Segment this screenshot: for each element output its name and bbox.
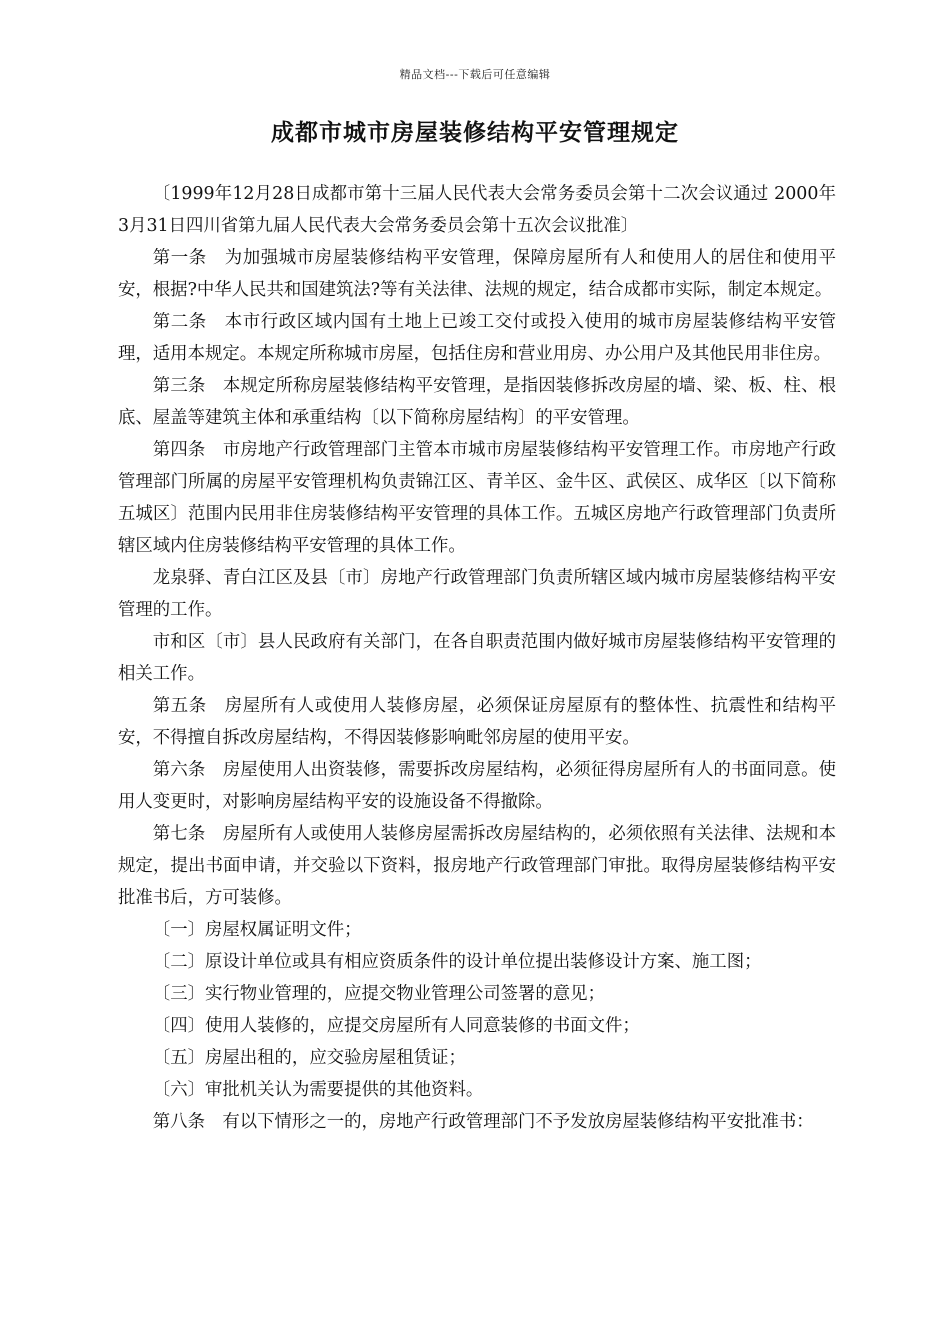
article-4-para-2: 龙泉驿、青白江区及县〔市〕房地产行政管理部门负责所辖区域内城市房屋装修结构平安管理的工作。 — [118, 568, 836, 620]
article-4-para-3: 市和区〔市〕县人民政府有关部门，在各自职责范围内做好城市房屋装修结构平安管理的相关工作。 — [118, 632, 836, 684]
article-3: 第三条 本规定所称房屋装修结构平安管理，是指因装修拆改房屋的墙、梁、板、柱、根底、屋盖等建筑主体和承重结构〔以下简称房屋结构〕的平安管理。 — [118, 376, 836, 428]
article-7-item-1: 〔一〕房屋权属证明文件； — [152, 920, 362, 940]
article-6: 第六条 房屋使用人出资装修，需要拆改房屋结构，必须征得房屋所有人的书面同意。使用人变更时，对影响房屋结构平安的设施设备不得撤除。 — [118, 760, 836, 812]
header-note: 精品文档---下载后可任意编辑 — [399, 68, 551, 81]
article-7: 第七条 房屋所有人或使用人装修房屋需拆改房屋结构的，必须依照有关法律、法规和本规定，提出书面申请，并交验以下资料，报房地产行政管理部门审批。取得房屋装修结构平安批准书后，方可装修。 — [118, 824, 836, 908]
approval-note: 〔1999年12月28日成都市第十三届人民代表大会常务委员会第十二次会议通过 2000年3月31日四川省第九届人民代表大会常务委员会第十五次会议批准〕 — [118, 184, 836, 236]
article-7-item-2: 〔二〕原设计单位或具有相应资质条件的设计单位提出装修设计方案、施工图； — [152, 952, 762, 972]
article-5: 第五条 房屋所有人或使用人装修房屋，必须保证房屋原有的整体性、抗震性和结构平安，不得擅自拆改房屋结构，不得因装修影响毗邻房屋的使用平安。 — [118, 696, 836, 748]
article-4: 第四条 市房地产行政管理部门主管本市城市房屋装修结构平安管理工作。市房地产行政管理部门所属的房屋平安管理机构负责锦江区、青羊区、金牛区、武侯区、成华区〔以下简称五城区〕范围内民用非住房装修结构平安管理的具体工作。五城区房地产行政管理部门负责所辖区域内住房装修结构平安管理的具体工作。 — [118, 440, 836, 556]
article-7-item-4: 〔四〕使用人装修的，应提交房屋所有人同意装修的书面文件； — [152, 1016, 640, 1036]
article-1: 第一条 为加强城市房屋装修结构平安管理，保障房屋所有人和使用人的居住和使用平安，根据?中华人民共和国建筑法?等有关法律、法规的规定，结合成都市实际，制定本规定。 — [118, 248, 836, 300]
article-7-item-6: 〔六〕审批机关认为需要提供的其他资料。 — [152, 1080, 484, 1100]
document-body — [118, 178, 836, 1138]
article-7-item-3: 〔三〕实行物业管理的，应提交物业管理公司签署的意见； — [152, 984, 605, 1004]
article-2: 第二条 本市行政区域内国有土地上已竣工交付或投入使用的城市房屋装修结构平安管理，适用本规定。本规定所称城市房屋，包括住房和营业用房、办公用户及其他民用非住房。 — [118, 312, 836, 364]
document-title: 成都市城市房屋装修结构平安管理规定 — [271, 120, 679, 146]
article-7-item-5: 〔五〕房屋出租的，应交验房屋租赁证； — [152, 1048, 466, 1068]
article-8: 第八条 有以下情形之一的，房地产行政管理部门不予发放房屋装修结构平安批准书： — [152, 1112, 814, 1132]
